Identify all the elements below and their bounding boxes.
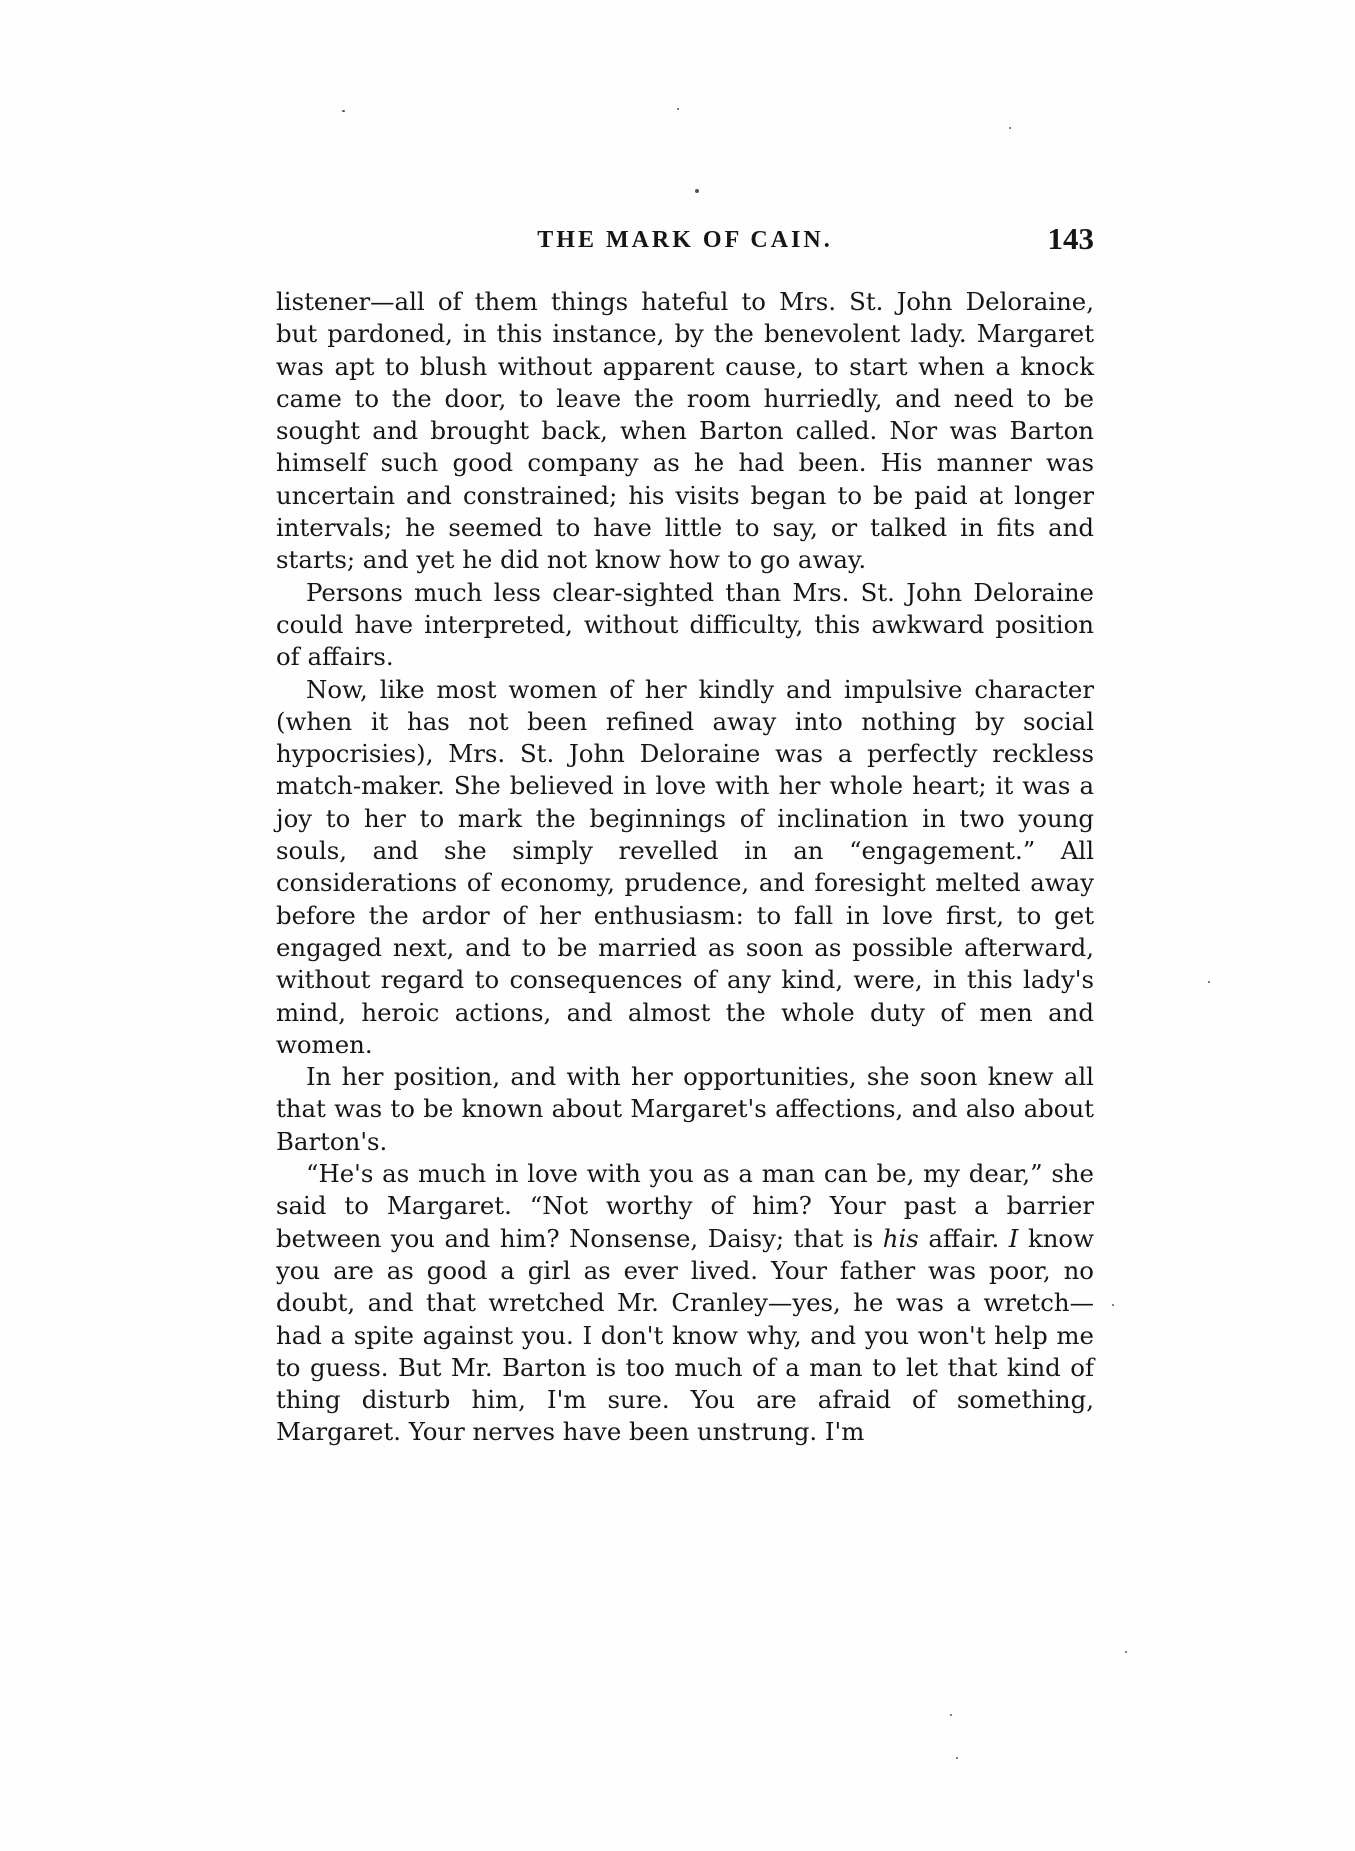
speck-3 xyxy=(1009,127,1011,129)
emphasis-i: I xyxy=(1008,1223,1019,1253)
page-number: 143 xyxy=(1047,221,1094,256)
quote-text: “He's as much in love with you as a man can be, my dear,” she said to Margaret. “Not worthy of him? Your past a barrier between you and him? Nonsense, Daisy; that is xyxy=(276,1159,1094,1253)
paragraph: In her position, and with her opportunities, she soon knew all that was to be known about Margaret's affections, and also about Barton's. xyxy=(276,1062,1094,1156)
speck-6 xyxy=(1112,1304,1114,1306)
speck-9 xyxy=(956,1757,958,1759)
speck-4 xyxy=(695,189,699,193)
paragraph: Now, like most women of her kindly and impulsive character (when it has not been refined away into nothing by social hypocrisies), Mrs. St. John Deloraine was a perfectly reckless match-maker. She believed in love with her whole heart; it was a joy to her to mark the beginnings of inclination in two young souls, and she simply revelled in an “engagement.” All considerations of economy, prudence, and foresight melted away before the ardor of her enthusiasm: to fall in love first, to get engaged next, and to be married as soon as possible afterward, without regard to consequences of any kind, were, in this lady's mind, heroic actions, and almost the whole duty of men and women. xyxy=(276,674,1094,1059)
speck-7 xyxy=(1125,1651,1127,1653)
speck-2 xyxy=(677,108,679,110)
running-title: THE MARK OF CAIN. xyxy=(537,227,833,253)
emphasis-his: his xyxy=(882,1223,919,1253)
quote-text: know you are as good a girl as ever lived. Your father was poor, no doubt, and that wretched Mr. Cranley—yes, he was a wretch—had a spite against you. I don't know why, and you won't help me to guess. But Mr. Barton is too much of a man to let that kind of thing disturb him, I'm sure. You are afraid of something, Margaret. Your nerves have been unstrung. I'm xyxy=(276,1223,1094,1447)
speck-1 xyxy=(342,110,345,112)
quote-text: affair. xyxy=(918,1223,1009,1253)
paragraph: Persons much less clear-sighted than Mrs. St. John Deloraine could have interpreted, without difficulty, this awkward position of affairs. xyxy=(276,577,1094,672)
quote-paragraph xyxy=(276,1158,1094,1449)
speck-5 xyxy=(1208,981,1210,983)
paragraph: listener—all of them things hateful to Mrs. St. John Deloraine, but pardoned, in this instance, by the benevolent lady. Margaret was apt to blush without apparent cause, to start when a knock came to the door, to leave the room hurriedly, and need to be sought and brought back, when Barton called. Nor was Barton himself such good company as he had been. His manner was uncertain and constrained; his visits began to be paid at longer intervals; he seemed to have little to say, or talked in fits and starts; and yet he did not know how to go away. xyxy=(276,287,1094,575)
body-text xyxy=(276,286,1094,1449)
page-header xyxy=(276,221,1094,265)
speck-8 xyxy=(950,1714,952,1716)
